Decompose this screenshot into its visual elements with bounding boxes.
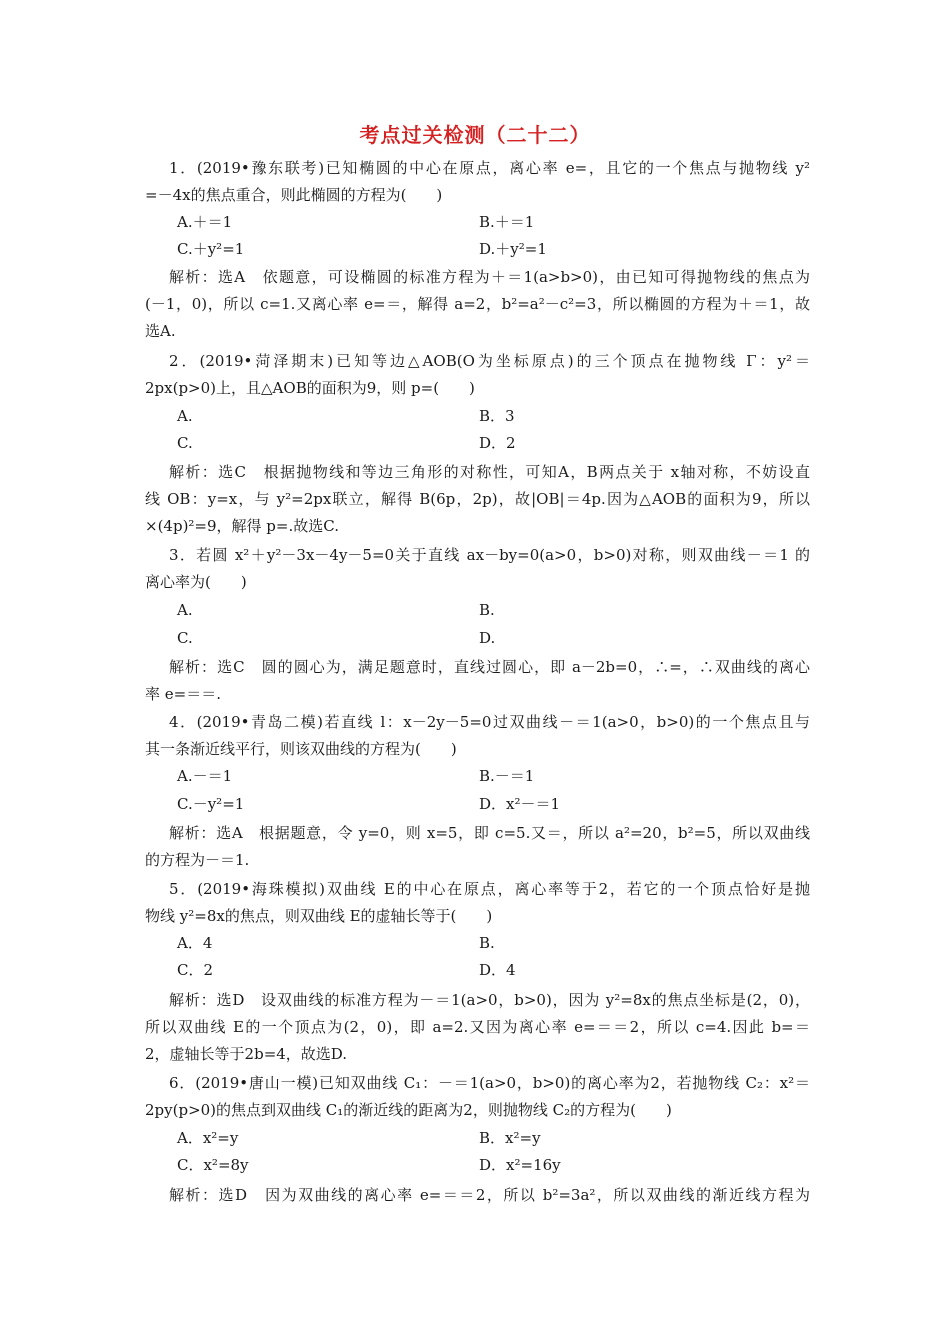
question-2-line-2: 2px(p>0)上，且△AOB的面积为9，则 p=( ): [145, 379, 475, 397]
q6-option-b: B．x²=y: [479, 1129, 541, 1147]
question-1-line-1: 1．(2019•豫东联考)已知椭圆的中心在原点，离心率 e=，且它的一个焦点与抛物线 y²: [169, 159, 810, 177]
q6-solution-line-1: 解析：选D 因为双曲线的离心率 e=＝＝2，所以 b²=3a²，所以双曲线的渐近线方程为: [169, 1186, 810, 1204]
q2-option-a: A.: [177, 407, 193, 425]
q3-solution-line-2: 率 e=＝＝.: [145, 685, 221, 703]
q3-option-b: B.: [479, 601, 495, 619]
q4-option-a: A.－＝1: [177, 767, 233, 785]
q5-solution-line-3: 2，虚轴长等于2b=4，故选D.: [145, 1045, 348, 1063]
question-6-line-1: 6．(2019•唐山一模)已知双曲线 C₁：－＝1(a>0，b>0)的离心率为2，若抛物线 C₂：x²＝: [169, 1074, 810, 1092]
q1-solution-line-1: 解析：选A 依题意，可设椭圆的标准方程为＋＝1(a>b>0)，由已知可得抛物线的焦点为: [169, 268, 810, 286]
q3-option-c: C.: [177, 629, 193, 647]
question-2-line-1: 2．(2019•菏泽期末)已知等边△AOB(O为坐标原点)的三个顶点在抛物线 Γ：y²＝: [169, 352, 810, 370]
q5-option-b: B.: [479, 934, 495, 952]
q6-option-c: C．x²=8y: [177, 1156, 249, 1174]
q4-option-b: B.－＝1: [479, 767, 535, 785]
question-5-line-1: 5．(2019•海珠模拟)双曲线 E的中心在原点，离心率等于2，若它的一个顶点恰好是抛: [169, 880, 810, 898]
q3-solution-line-1: 解析：选C 圆的圆心为，满足题意时，直线过圆心，即 a－2b=0，∴=，∴双曲线的离心: [169, 658, 810, 676]
q4-solution-line-2: 的方程为－＝1.: [145, 851, 250, 869]
question-3-line-2: 离心率为( ): [145, 573, 247, 591]
q2-solution-line-3: ×(4p)²=9，解得 p=.故选C.: [145, 517, 339, 535]
q1-option-a: A.＋＝1: [177, 213, 233, 231]
question-6-line-2: 2py(p>0)的焦点到双曲线 C₁的渐近线的距离为2，则抛物线 C₂的方程为( ): [145, 1101, 672, 1119]
q4-solution-line-1: 解析：选A 根据题意，令 y=0，则 x=5，即 c=5.又＝，所以 a²=20，b²=5，所以双曲线: [169, 824, 810, 842]
q1-option-c: C.＋y²=1: [177, 240, 245, 258]
q6-option-d: D．x²=16y: [479, 1156, 561, 1174]
q5-option-d: D．4: [479, 961, 516, 979]
q2-solution-line-2: 线 OB：y=x，与 y²=2px联立，解得 B(6p，2p)，故|OB|＝4p.因为△AOB的面积为9，所以: [145, 490, 810, 508]
q1-option-b: B.＋＝1: [479, 213, 535, 231]
q5-option-c: C．2: [177, 961, 214, 979]
q4-option-d: D．x²－＝1: [479, 795, 561, 813]
q3-option-d: D.: [479, 629, 496, 647]
question-3-line-1: 3．若圆 x²＋y²－3x－4y－5=0关于直线 ax－by=0(a>0，b>0)对称，则双曲线－＝1 的: [169, 546, 810, 564]
q5-solution-line-2: 所以双曲线 E的一个顶点为(2，0)，即 a=2.又因为离心率 e=＝＝2，所以 c=4.因此 b=＝: [145, 1018, 810, 1036]
q2-option-c: C.: [177, 434, 193, 452]
q3-option-a: A.: [177, 601, 193, 619]
q5-solution-line-1: 解析：选D 设双曲线的标准方程为－＝1(a>0，b>0)，因为 y²=8x的焦点坐标是(2，0)，: [169, 991, 810, 1009]
q5-option-a: A．4: [177, 934, 213, 952]
q6-option-a: A．x²=y: [177, 1129, 239, 1147]
question-1-line-2: =－4x的焦点重合，则此椭圆的方程为( ): [145, 186, 443, 204]
q2-option-d: D．2: [479, 434, 516, 452]
page-title: 考点过关检测（二十二）: [359, 123, 591, 147]
q2-option-b: B．3: [479, 407, 515, 425]
question-5-line-2: 物线 y²=8x的焦点，则双曲线 E的虚轴长等于( ): [145, 907, 493, 925]
q1-solution-line-2: (－1，0)，所以 c=1.又离心率 e=＝，解得 a=2，b²=a²－c²=3，所以椭圆的方程为＋＝1，故: [145, 295, 810, 313]
q1-option-d: D.＋y²=1: [479, 240, 547, 258]
q1-solution-line-3: 选A.: [145, 322, 176, 340]
q4-option-c: C.－y²=1: [177, 795, 245, 813]
question-4-line-2: 其一条渐近线平行，则该双曲线的方程为( ): [145, 740, 457, 758]
question-4-line-1: 4．(2019•青岛二模)若直线 l：x－2y－5=0过双曲线－＝1(a>0，b>0)的一个焦点且与: [169, 713, 810, 731]
q2-solution-line-1: 解析：选C 根据抛物线和等边三角形的对称性，可知A，B两点关于 x轴对称，不妨设直: [169, 463, 810, 481]
